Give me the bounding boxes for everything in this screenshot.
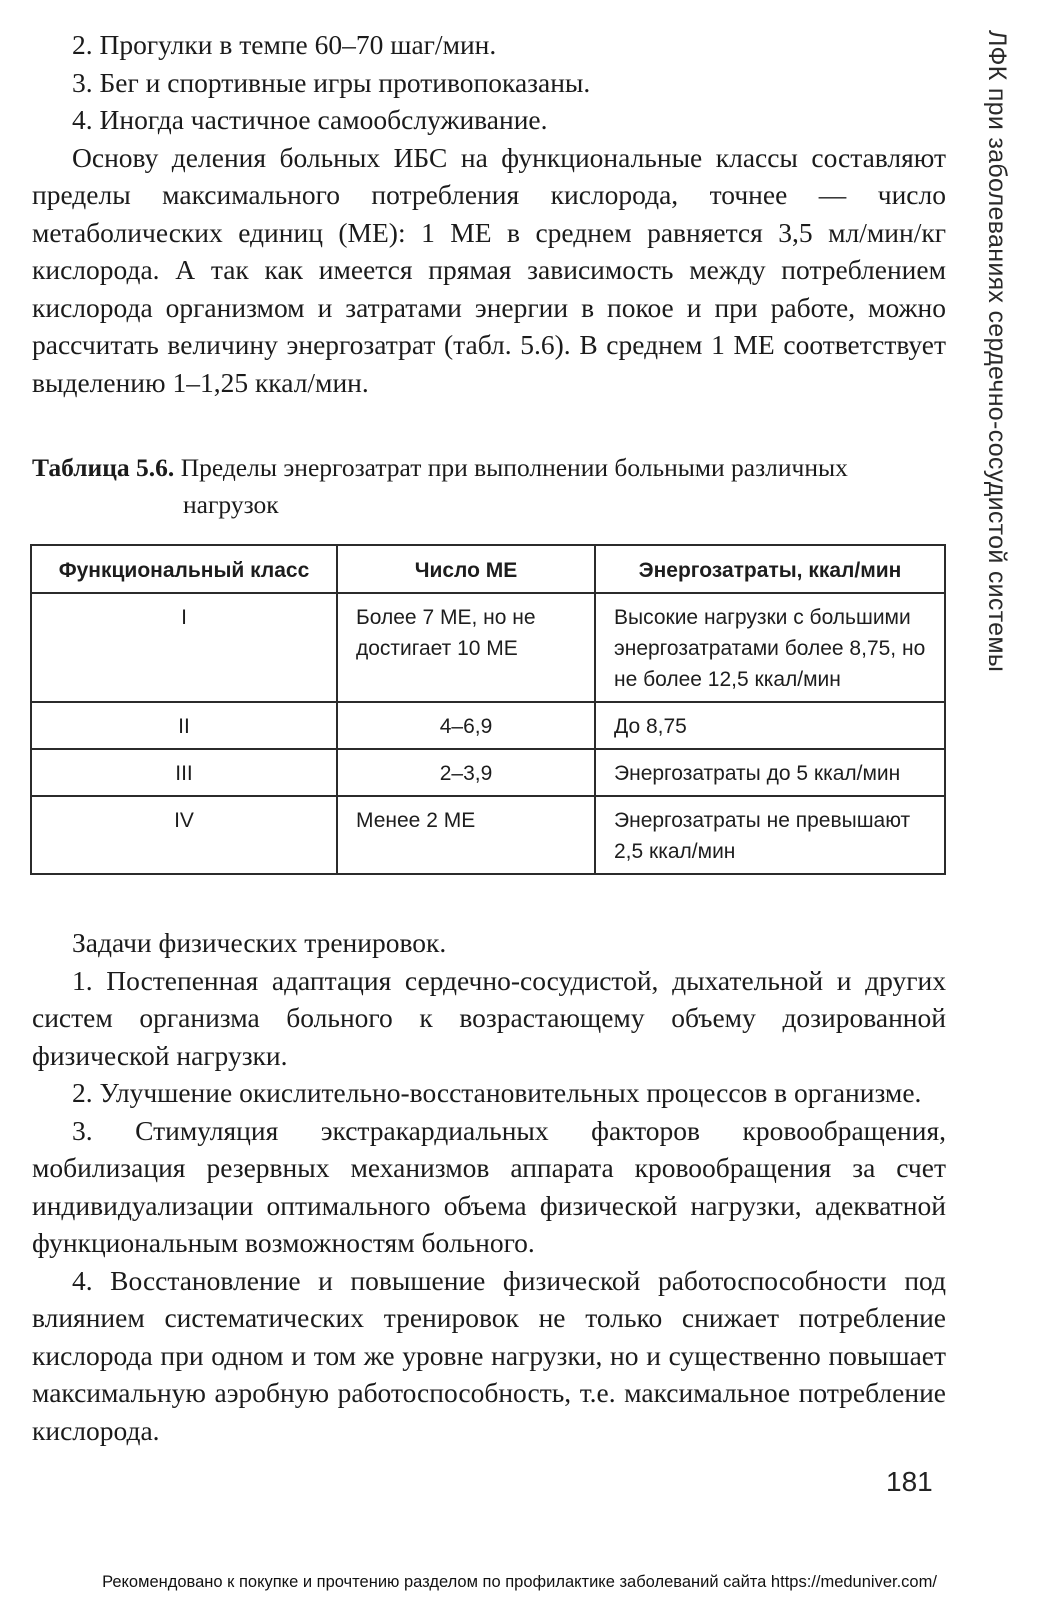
list-item: 3. Стимуляция экстракардиальных факторов кровообращения, мобилизация резервных механизмов аппарата кровообращения за счет индивидуализации оптимального объема физической нагрузки, адекватной функциональным возможностям больного. xyxy=(32,1114,946,1258)
table-cell: 4–6,9 xyxy=(337,702,595,749)
table-header-row xyxy=(31,545,945,593)
tasks-section xyxy=(32,924,946,1449)
table-cell: Энергозатраты не превышают 2,5 ккал/мин xyxy=(595,796,945,874)
list-item: 1. Постепенная адаптация сердечно-сосудистой, дыхательной и других систем организма больного к возрастающему объему дозированной физической нагрузки. xyxy=(32,964,946,1071)
list-item: 4. Восстановление и повышение физической работоспособности под влиянием систематических тренировок не только снижает потребление кислорода при одном и том же уровне нагрузки, но и существенно повышает максимальную аэробную работоспособность, т.е. максимальное потребление кислорода. xyxy=(32,1264,946,1446)
table-cell: Энергозатраты до 5 ккал/мин xyxy=(595,749,945,796)
table-cell: Более 7 МЕ, но не достигает 10 МЕ xyxy=(337,593,595,702)
list-item: 2. Прогулки в темпе 60–70 шаг/мин. xyxy=(72,29,497,60)
table-cell: I xyxy=(31,593,337,702)
table-cell: IV xyxy=(31,796,337,874)
table-cell: II xyxy=(31,702,337,749)
column-header: Число МЕ xyxy=(337,545,595,593)
running-header: ЛФК при заболеваниях сердечно-сосудистой системы xyxy=(983,30,1011,673)
table-cell: До 8,75 xyxy=(595,702,945,749)
list-item: 2. Улучшение окислительно-восстановительных процессов в организме. xyxy=(72,1077,922,1108)
table-caption-label: Таблица 5.6. xyxy=(32,453,175,482)
tasks-heading: Задачи физических тренировок. xyxy=(72,927,447,958)
intro-section xyxy=(32,26,946,401)
table-row xyxy=(31,796,945,874)
column-header: Энергозатраты, ккал/мин xyxy=(595,545,945,593)
intro-paragraph: Основу деления больных ИБС на функциональные классы составляют пределы максимального потребления кислорода, точнее — число метаболических единиц (МЕ): 1 МЕ в среднем равняется 3,5 мл/мин/кг кислорода. А так как имеется прямая зависимость между потреблением кислорода организмом и затратами энергии в покое и при работе, можно рассчитать величину энергозатрат (табл. 5.6). В среднем 1 МЕ соответствует выделению 1–1,25 ккал/мин. xyxy=(32,141,946,398)
table-cell: III xyxy=(31,749,337,796)
list-item: 3. Бег и спортивные игры противопоказаны. xyxy=(72,66,591,98)
table-caption xyxy=(32,449,948,523)
table-cell: Высокие нагрузки с большими энергозатратами более 8,75, но не более 12,5 ккал/мин xyxy=(595,593,945,702)
table-row xyxy=(31,749,945,796)
footer-note: Рекомендовано к покупке и прочтению разделом по профилактике заболеваний сайта https://meduniver.com/ xyxy=(102,1573,937,1591)
table-caption-title: Пределы энергозатрат при выполнении больными различных xyxy=(180,453,848,482)
page-number: 181 xyxy=(886,1466,933,1497)
table-row xyxy=(31,702,945,749)
table-caption-title-continued: нагрузок xyxy=(183,490,279,519)
energy-table xyxy=(30,544,946,875)
table-row xyxy=(31,593,945,702)
table-cell: 2–3,9 xyxy=(337,749,595,796)
column-header: Функциональный класс xyxy=(31,545,337,593)
table-cell: Менее 2 МЕ xyxy=(337,796,595,874)
list-item: 4. Иногда частичное самообслуживание. xyxy=(72,104,548,135)
